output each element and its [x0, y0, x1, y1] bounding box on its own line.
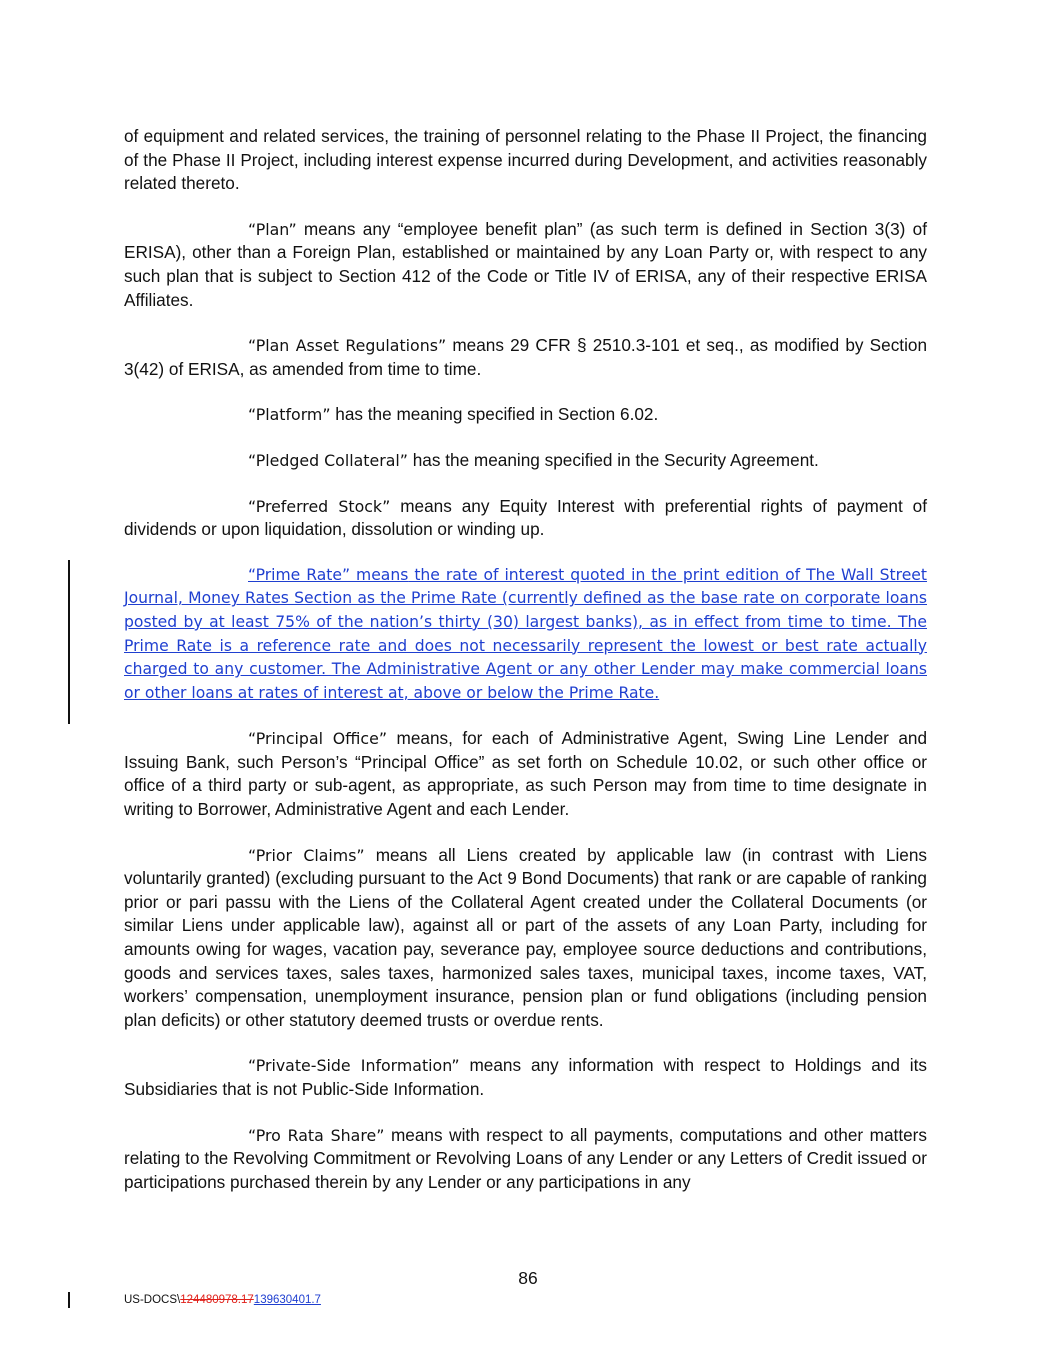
page-number: 86 — [518, 1268, 538, 1288]
definition-text: means, for each of Administrative Agent, Swing Line Lender and Issuing Bank, such Person’s “Principal Office” as set forth on Schedule 10.02, or such other office or office of a third party or sub-agent, as appropriate, as such Person may from time to time designate in writing to Borrower, Administrative Agent and each Lender. — [124, 728, 927, 820]
definition-text: means all Liens created by applicable law (in contrast with Liens voluntarily granted) (excluding pursuant to the Act 9 Bond Documents) that rank or are capable of ranking prior or pari passu with the Liens of the Collateral Agent created under the Collateral Documents (or similar Liens under applicable law), against all or part of the assets of any Loan Party, including for amounts owing for wages, vacation pay, severance pay, employee source deductions and contributions, goods and services taxes, sales taxes, harmonized sales taxes, municipal taxes, income taxes, VAT, workers’ compensation, unemployment insurance, pension plan or fund obligations (including pension plan deficits) or other statutory deemed trusts or overdue rents. — [124, 844, 927, 1030]
definition-text: the rate of interest quoted in the print edition of The Wall Street Journal, Money Rates Section as the Prime Rate (currently defined as the base rate on corporate loans posted by at least 75% of the nation’s thirty (30) largest banks), as in effect from time to time. The Prime Rate is a reference rate and does not necessarily represent the lowest or best rate actually charged to any customer. The Administrative Agent or any other Lender may make commercial loans or other loans at rates of interest at, above or below the Prime Rate. — [124, 565, 928, 702]
definition-text: means any Equity Interest with preferential rights of payment of dividends or upon liquidation, dissolution or winding up. — [124, 495, 927, 540]
defined-term: “Prime Rate” means — [248, 565, 409, 584]
definition-prime-rate-inserted — [124, 564, 927, 706]
defined-term: “Platform” — [248, 405, 331, 425]
definition-text: means 29 CFR § 2510.3-101 et seq., as modified by Section 3(42) of ERISA, as amended from time to time. — [124, 335, 928, 379]
definition-preferred-stock — [124, 495, 927, 542]
defined-term: “Principal Office” — [248, 729, 388, 749]
paragraph-text: of equipment and related services, the training of personnel relating to the Phase II Project, the financing of the Phase II Project, including interest expense incurred during Development, and activities reasonably related thereto. — [124, 126, 927, 194]
defined-term: “Pledged Collateral” — [248, 450, 408, 470]
definition-prior-claims — [124, 844, 927, 1033]
definition-principal-office — [124, 727, 927, 821]
definition-text: has the meaning specified in Section 6.02. — [330, 404, 659, 425]
defined-term: “Prior Claims” — [248, 845, 365, 865]
footer-deleted-id: 124480978.17 — [180, 1294, 254, 1306]
change-bar-prime-rate — [68, 560, 70, 724]
defined-term: “Preferred Stock” — [248, 496, 391, 516]
document-body — [124, 125, 927, 1216]
footer-prefix: US-DOCS\ — [124, 1294, 181, 1306]
definition-text: means any “employee benefit plan” (as such term is defined in Section 3(3) of ERISA), other than a Foreign Plan, established or maintained by any Loan Party or, with respect to any such plan that is subject to Section 412 of the Code or Title IV of ERISA, any of their respective ERISA Affiliates. — [124, 218, 927, 310]
definition-text: has the meaning specified in the Security Agreement. — [407, 449, 819, 470]
definition-platform — [124, 403, 927, 427]
definition-private-side-information — [124, 1054, 927, 1101]
paragraph-continuation — [124, 125, 927, 196]
definition-pledged-collateral — [124, 449, 927, 473]
defined-term: “Pro Rata Share” — [248, 1125, 385, 1145]
defined-term: “Private-Side Information” — [248, 1056, 460, 1076]
definition-text: means with respect to all payments, computations and other matters relating to the Revolving Commitment or Revolving Loans of any Lender or any Letters of Credit issued or participations purchased therein by any Lender or any participations in any — [124, 1124, 927, 1192]
footer-inserted-id: 139630401.7 — [253, 1294, 321, 1306]
definition-text: means any information with respect to Holdings and its Subsidiaries that is not Public-Side Information. — [124, 1055, 927, 1099]
definition-plan — [124, 218, 927, 312]
document-id-footer — [124, 1294, 321, 1306]
defined-term: “Plan Asset Regulations” — [248, 336, 447, 356]
definition-plan-asset-regulations — [124, 334, 927, 381]
defined-term: “Plan” — [248, 219, 297, 239]
definition-pro-rata-share — [124, 1124, 927, 1195]
change-bar-footer — [68, 1292, 70, 1308]
